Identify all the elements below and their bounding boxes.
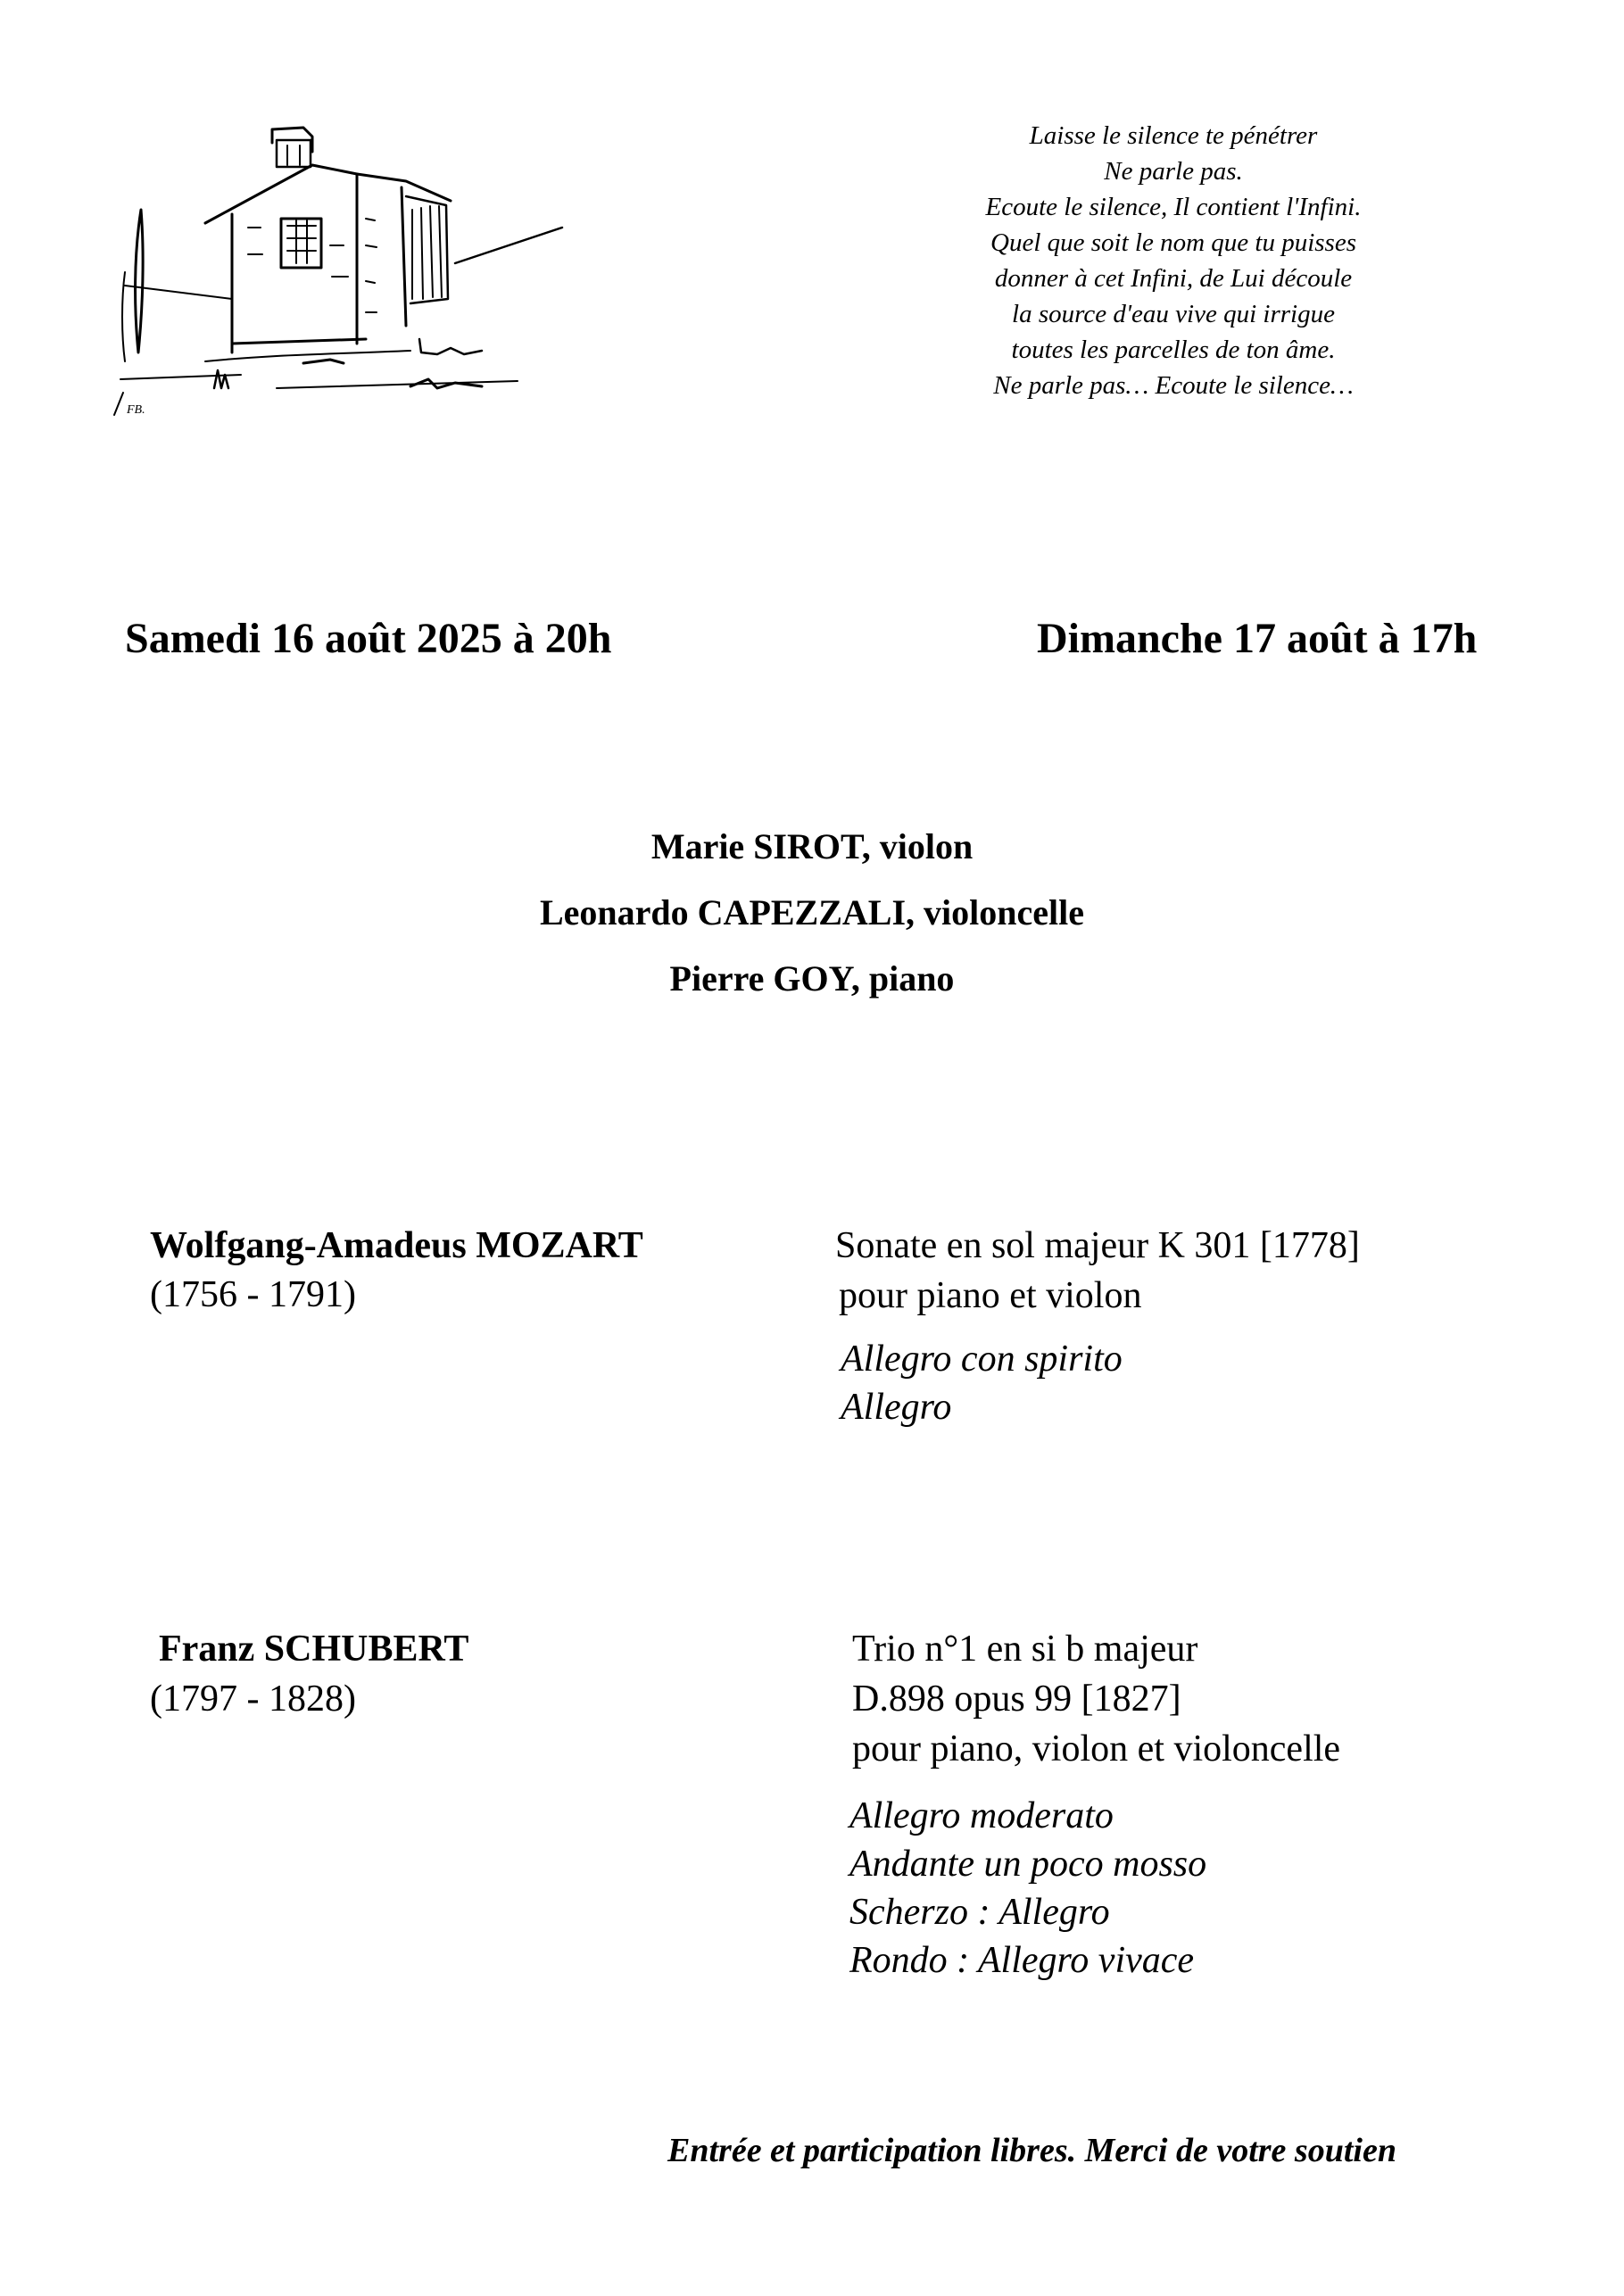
work-line: Trio n°1 en si b majeur: [852, 1629, 1198, 1670]
performer: Pierre GOY, piano: [669, 958, 955, 999]
work-title: [852, 1624, 1340, 1774]
movements-list: [849, 1792, 1206, 1985]
poem-line: toutes les parcelles de ton âme.: [1011, 336, 1336, 364]
work-line: Sonate en sol majeur K 301 [1778]: [835, 1225, 1360, 1266]
chapel-sketch-icon: [98, 120, 602, 419]
work-line: D.898 opus 99 [1827]: [852, 1678, 1181, 1720]
movement: Allegro: [841, 1387, 952, 1428]
poem-line: donner à cet Infini, de Lui découle: [994, 264, 1353, 293]
performer: Marie SIROT, violon: [650, 826, 974, 866]
poem-line: Ecoute le silence, Il contient l'Infini.: [985, 193, 1362, 221]
svg-text:FB.: FB.: [127, 403, 145, 417]
concert-date-sunday: Dimanche 17 août à 17h: [1037, 615, 1478, 662]
poem-line: Ne parle pas… Ecoute le silence…: [993, 371, 1354, 400]
movement: Allegro con spirito: [841, 1339, 1123, 1380]
poem-line: Ne parle pas.: [1104, 157, 1243, 186]
movement: Andante un poco mosso: [849, 1844, 1207, 1885]
work-title: [835, 1221, 1360, 1321]
composer-years: (1797 - 1828): [150, 1678, 356, 1720]
work-line: pour piano, violon et violoncelle: [852, 1728, 1341, 1770]
movements-list: [841, 1335, 1123, 1431]
poem-line: Quel que soit le nom que tu puisses: [990, 228, 1356, 257]
performer: Leonardo CAPEZZALI, violoncelle: [539, 892, 1085, 932]
work-line: pour piano et violon: [839, 1275, 1142, 1316]
movement: Rondo : Allegro vivace: [849, 1940, 1195, 1981]
footer-note: Entrée et participation libres. Merci de votre soutien: [667, 2132, 1396, 2169]
performers-list: [0, 814, 1624, 1012]
composer-name: Wolfgang-Amadeus MOZART: [150, 1225, 643, 1266]
poem-line: la source d'eau vive qui irrigue: [1012, 300, 1335, 328]
composer-years: (1756 - 1791): [150, 1274, 356, 1315]
poem-line: Laisse le silence te pénétrer: [1029, 121, 1318, 150]
movement: Scherzo : Allegro: [849, 1892, 1110, 1933]
composer-name: Franz SCHUBERT: [159, 1629, 469, 1670]
concert-date-saturday: Samedi 16 août 2025 à 20h: [125, 615, 612, 662]
movement: Allegro moderato: [849, 1795, 1114, 1836]
poem-block: [964, 118, 1383, 403]
